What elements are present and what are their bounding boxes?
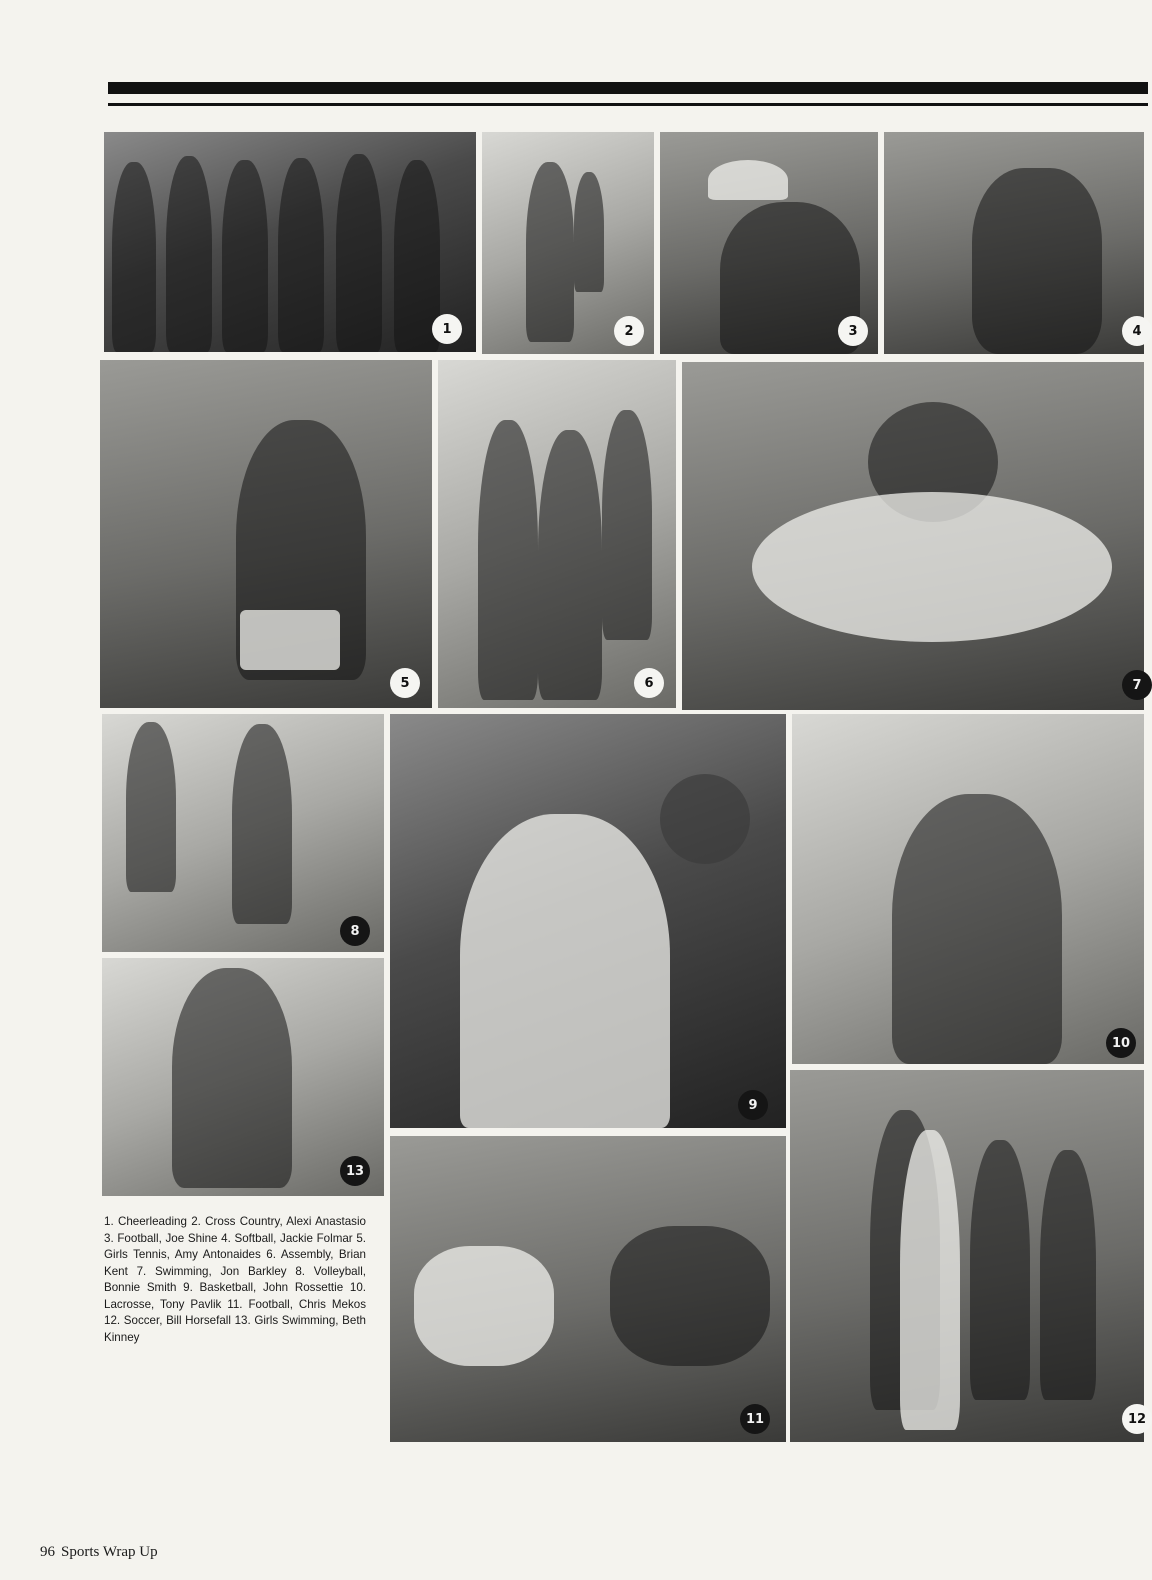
- photo-basketball: [390, 714, 786, 1128]
- photo-cross-country: [482, 132, 654, 354]
- photo-number-badge: 2: [614, 316, 644, 346]
- page-number: 96: [40, 1544, 55, 1560]
- photo-number-badge: 11: [740, 1404, 770, 1434]
- photo-assembly: [438, 360, 676, 708]
- photo-caption: 1. Cheerleading 2. Cross Country, Alexi Anastasio 3. Football, Joe Shine 4. Softball, Jackie Folmar 5. Girls Tennis, Amy Antonaides 6. Assembly, Brian Kent 7. Swimming, Jon Barkley 8. Volleyball, Bonnie Smith 9. Basketball, John Rossettie 10. Lacrosse, Tony Pavlik 11. Football, Chris Mekos 12. Soccer, Bill Horsefall 13. Girls Swimming, Beth Kinney: [104, 1215, 366, 1344]
- photo-girls-swimming: [102, 958, 384, 1196]
- photo-softball: [884, 132, 1144, 354]
- photo-number-badge: 12: [1122, 1404, 1152, 1434]
- photo-football-line: [390, 1136, 786, 1442]
- photo-number-badge: 10: [1106, 1028, 1136, 1058]
- photo-number-badge: 9: [738, 1090, 768, 1120]
- section-title: Sports Wrap Up: [61, 1544, 158, 1560]
- photo-number-badge: 4: [1122, 316, 1152, 346]
- photo-number-badge: 8: [340, 916, 370, 946]
- photo-cheerleading: [104, 132, 476, 352]
- header-rule-thin: [108, 103, 1148, 106]
- photo-lacrosse: [792, 714, 1144, 1064]
- photo-number-badge: 6: [634, 668, 664, 698]
- photo-football-coach: [660, 132, 878, 354]
- photo-swimming: [682, 362, 1144, 710]
- photo-number-badge: 5: [390, 668, 420, 698]
- photo-number-badge: 3: [838, 316, 868, 346]
- photo-girls-tennis: [100, 360, 432, 708]
- photo-number-badge: 13: [340, 1156, 370, 1186]
- photo-volleyball: [102, 714, 384, 952]
- photo-number-badge: 1: [432, 314, 462, 344]
- photo-number-badge: 7: [1122, 670, 1152, 700]
- photo-soccer: [790, 1070, 1147, 1442]
- header-rule-thick: [108, 82, 1148, 94]
- page-footer: [40, 1544, 158, 1561]
